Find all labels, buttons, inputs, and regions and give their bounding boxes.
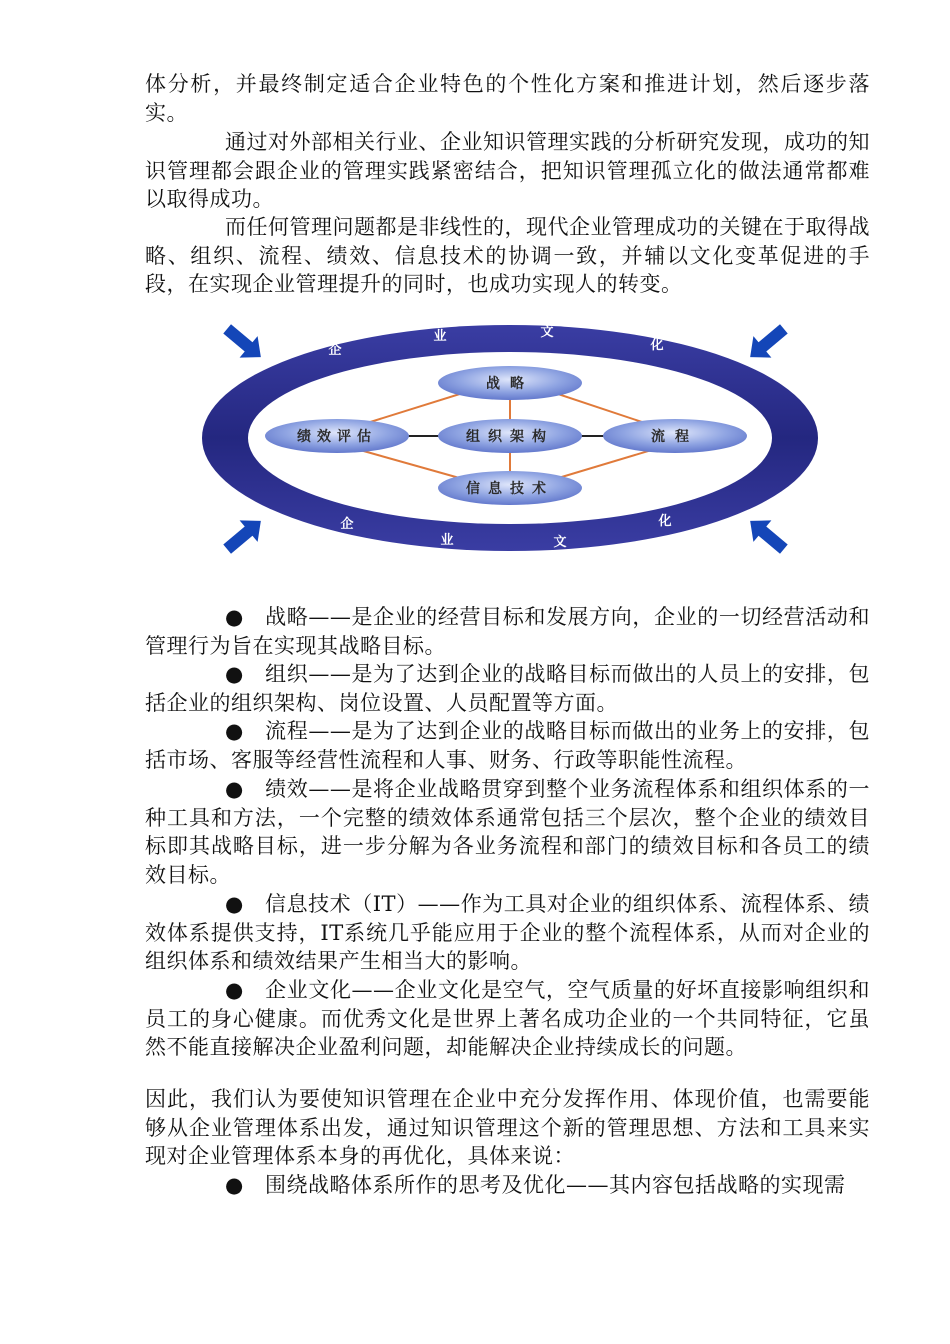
arrow-bottom-right-icon: [741, 510, 793, 560]
conclusion-paragraph: 因此，我们认为要使知识管理在企业中充分发挥作用、体现价值，也需要能够从企业管理体系出发，通过知识管理这个新的管理思想、方法和工具来实现对企业管理体系本身的再优化，具体来说：: [145, 1087, 870, 1168]
ring-top-char: 企: [328, 343, 342, 358]
ring-bottom-char: 化: [658, 514, 672, 529]
bullet-icon: ●: [225, 719, 244, 743]
bullet-text: 流程——是为了达到企业的战略目标而做出的业务上的安排，包括市场、客服等经营性流程和人事、财务、行政等职能性流程。: [145, 719, 870, 772]
arrows-layer: [0, 0, 950, 600]
paragraph-3: 而任何管理问题都是非线性的，现代企业管理成功的关键在于取得战略、组织、流程、绩效、信息技术的协调一致，并辅以文化变革促进的手段，在实现企业管理提升的同时，也成功实现人的转变。: [145, 215, 870, 296]
bullet-item-culture: [145, 976, 870, 1062]
bullet-text: 信息技术（IT）——作为工具对企业的组织体系、流程体系、绩效体系提供支持，IT系统几乎能应用于企业的整个流程体系，从而对企业的组织体系和绩效结果产生相当大的影响。: [145, 892, 870, 973]
bullet-text: 企业文化——企业文化是空气，空气质量的好坏直接影响组织和员工的身心健康。而优秀文化是世界上著名成功企业的一个共同特征，它虽然不能直接解决企业盈利问题，却能解决企业持续成长的问题。: [145, 978, 870, 1059]
bullet-icon: ●: [225, 892, 244, 916]
arrow-top-right-icon: [741, 318, 793, 368]
node-it-label: 信息技术: [466, 481, 554, 497]
ring-top-char: 化: [650, 338, 664, 353]
paragraph-1: 体分析，并最终制定适合企业特色的个性化方案和推进计划，然后逐步落实。: [145, 72, 870, 125]
bullet-item-strategy-optimization: [145, 1171, 870, 1200]
bullet-icon: ●: [225, 777, 244, 801]
node-performance-label: 绩效评估: [297, 429, 377, 445]
bullet-icon: ●: [225, 978, 244, 1002]
bullet-item-organization: [145, 660, 870, 717]
bullet-icon: ●: [225, 662, 244, 686]
bullet-text: 组织——是为了达到企业的战略目标而做出的人员上的安排，包括企业的组织架构、岗位设置、人员配置等方面。: [145, 662, 870, 715]
ring-top-char: 文: [540, 325, 554, 340]
bullet-item-it: [145, 890, 870, 976]
node-process-label: 流程: [651, 429, 699, 445]
node-strategy-label: 战略: [486, 376, 534, 392]
ring-bottom-char: 业: [440, 533, 454, 548]
bullet-text: 绩效——是将企业战略贯穿到整个业务流程体系和组织体系的一种工具和方法，一个完整的绩效体系通常包括三个层次，整个企业的绩效目标即其战略目标，进一步分解为各业务流程和部门的绩效目标和各员工的绩效目标。: [145, 777, 870, 887]
paragraph-2: 通过对外部相关行业、企业知识管理实践的分析研究发现，成功的知识管理都会跟企业的管理实践紧密结合，把知识管理孤立化的做法通常都难以取得成功。: [145, 130, 870, 211]
bullet-icon: ●: [225, 1173, 244, 1197]
ring-bottom-char: 企: [340, 517, 354, 532]
ring-bottom-char: 文: [553, 535, 567, 550]
ring-top-char: 业: [433, 329, 447, 344]
bullet-item-performance: [145, 775, 870, 889]
arrow-top-left-icon: [218, 318, 270, 368]
bullet-text: 战略——是企业的经营目标和发展方向，企业的一切经营活动和管理行为旨在实现其战略目标。: [145, 605, 870, 658]
bullet-item-process: [145, 717, 870, 774]
node-org-label: 组织架构: [466, 429, 554, 445]
bullet-text: 围绕战略体系所作的思考及优化——其内容包括战略的实现需: [265, 1173, 846, 1197]
arrow-bottom-left-icon: [218, 510, 270, 560]
bullet-icon: ●: [225, 605, 244, 629]
bullet-item-strategy: [145, 603, 870, 660]
